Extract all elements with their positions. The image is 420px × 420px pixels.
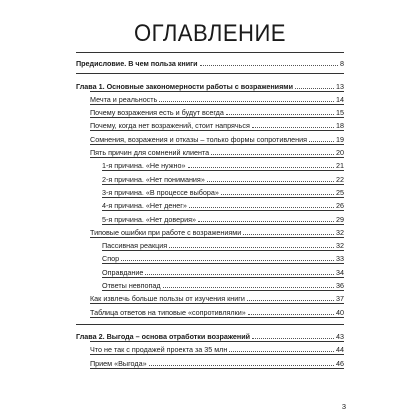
page-title: ОГЛАВЛЕНИЕ [134, 20, 286, 48]
dot-leader [295, 88, 334, 89]
toc-entry[interactable] [76, 171, 344, 183]
toc-entry-page: 25 [336, 187, 344, 197]
toc-entry[interactable] [76, 355, 344, 367]
dot-leader [169, 247, 334, 248]
dot-leader [188, 167, 334, 168]
toc-entry-page: 26 [336, 201, 344, 211]
toc-entry-page: 32 [336, 241, 344, 251]
toc-entry-label: 3-я причина. «В процессе выбора» [102, 187, 219, 197]
toc-entry-label: 5-я причина. «Нет доверия» [102, 214, 196, 224]
dot-leader [229, 351, 334, 352]
toc-entry[interactable] [76, 92, 344, 104]
toc-entry[interactable] [76, 105, 344, 117]
chapter-1-entries [76, 92, 344, 318]
toc-entry-page: 18 [336, 121, 344, 131]
toc-entry-page: 19 [336, 134, 344, 144]
dot-leader [198, 221, 334, 222]
toc-entry[interactable] [76, 278, 344, 290]
dot-leader [252, 338, 334, 339]
toc-entry-label: Что не так с продажей проекта за 35 млн [90, 345, 228, 355]
dot-leader [207, 181, 334, 182]
toc-entry-page: 15 [336, 108, 344, 118]
toc-entry-label: 1-я причина. «Не нужно» [102, 161, 186, 171]
toc-entry-page: 29 [336, 214, 344, 224]
toc-entry[interactable] [76, 251, 344, 263]
toc-entry-label: Почему, когда нет возражений, стоит напрячься [90, 121, 250, 131]
toc-entry-label: Сомнения, возражения и отказы – только формы сопротивления [90, 134, 308, 144]
toc-entry-label: Глава 2. Выгода – основа отработки возражений [76, 331, 251, 341]
toc-entry-label: Мечта и реальность [90, 94, 158, 104]
chapter-2-entries [76, 342, 344, 369]
toc-entry-label: 4-я причина. «Нет денег» [102, 201, 187, 211]
toc-entry-label: Предисловие. В чем польза книги [76, 59, 198, 69]
toc-entry-label: Ответы невпопад [102, 281, 161, 291]
toc-entry-label: Пассивная реакция [102, 241, 168, 251]
row-divider [90, 368, 344, 369]
dot-leader [189, 207, 334, 208]
toc-entry[interactable] [76, 145, 344, 157]
dot-leader [243, 234, 334, 235]
dot-leader [309, 141, 334, 142]
toc-entry-page: 33 [336, 254, 344, 264]
toc-entry-page: 22 [336, 174, 344, 184]
toc-entry-label: Глава 1. Основные закономерности работы с возражениями [76, 81, 294, 91]
toc-entry-page: 14 [336, 94, 344, 104]
toc-entry-page: 40 [336, 307, 344, 317]
toc-entry-page: 44 [336, 345, 344, 355]
toc-entry[interactable] [76, 131, 344, 143]
toc-entry-label: Оправдание [102, 267, 144, 277]
dot-leader [221, 194, 334, 195]
toc-entry[interactable] [76, 342, 344, 354]
toc-entry-page: 36 [336, 281, 344, 291]
toc-entry-page: 20 [336, 148, 344, 158]
dot-leader [163, 287, 334, 288]
toc-entry-page: 21 [336, 161, 344, 171]
toc-entry-page: 8 [340, 59, 344, 69]
toc-chapter-2[interactable] [76, 329, 344, 341]
dot-leader [145, 274, 334, 275]
toc-preface[interactable] [76, 56, 344, 68]
toc-entry-page: 32 [336, 227, 344, 237]
toc-entry-label: 2-я причина. «Нет понимания» [102, 174, 205, 184]
table-of-contents [76, 52, 344, 369]
toc-entry[interactable] [76, 185, 344, 197]
toc-entry-label: Почему возражения есть и будут всегда [90, 108, 224, 118]
toc-entry-label: Пять причин для сомнений клиента [90, 148, 210, 158]
toc-entry-page: 13 [336, 81, 344, 91]
dot-leader [252, 127, 334, 128]
dot-leader [121, 260, 334, 261]
toc-entry-page: 46 [336, 358, 344, 368]
dot-leader [247, 300, 334, 301]
dot-leader [159, 101, 334, 102]
dot-leader [149, 365, 334, 366]
dot-leader [200, 65, 338, 66]
toc-entry[interactable] [76, 238, 344, 250]
toc-entry-label: Как извлечь больше пользы от изучения книги [90, 294, 245, 304]
toc-entry[interactable] [76, 304, 344, 316]
toc-chapter-1[interactable] [76, 78, 344, 90]
toc-entry[interactable] [76, 264, 344, 276]
toc-entry[interactable] [76, 158, 344, 170]
dot-leader [211, 154, 334, 155]
toc-entry-page: 37 [336, 294, 344, 304]
toc-entry-label: Прием «Выгода» [90, 358, 147, 368]
toc-entry[interactable] [76, 198, 344, 210]
toc-entry-label: Таблица ответов на типовые «сопротивлялки» [90, 307, 246, 317]
page-number: 3 [341, 402, 346, 411]
toc-entry[interactable] [76, 211, 344, 223]
toc-entry-page: 34 [336, 267, 344, 277]
toc-entry[interactable] [76, 225, 344, 237]
toc-entry-label: Типовые ошибки при работе с возражениями [90, 227, 242, 237]
dot-leader [248, 314, 334, 315]
toc-entry-page: 43 [336, 331, 344, 341]
toc-entry-label: Спор [102, 254, 120, 264]
toc-entry[interactable] [76, 118, 344, 130]
toc-entry[interactable] [76, 291, 344, 303]
dot-leader [226, 114, 334, 115]
